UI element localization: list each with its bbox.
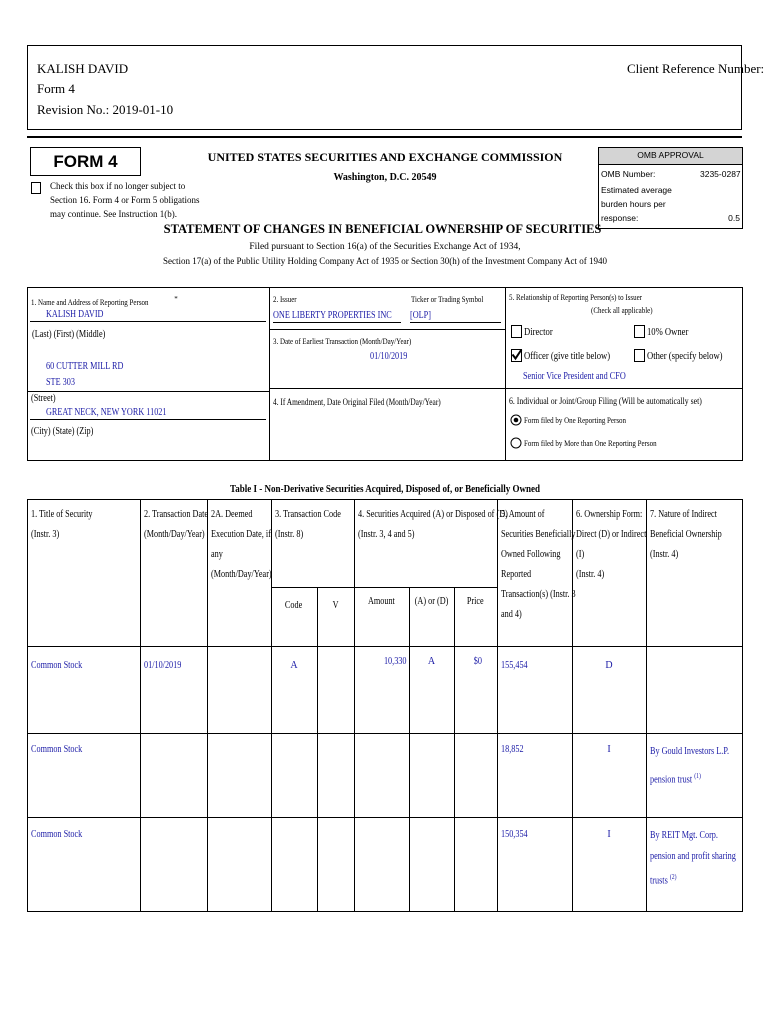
omb-number-label: OMB Number: <box>601 169 656 179</box>
other-label <box>647 351 739 363</box>
row-1-amount: 10,330 <box>383 656 406 667</box>
col-3-header <box>211 505 285 585</box>
col-8-header-line-1: 7. Nature of Indirect <box>650 509 717 520</box>
address-line-2-text: STE 303 <box>46 377 75 388</box>
row-2-nature-line-1: By Gould Investors L.P. <box>650 746 730 757</box>
filing-label-text: 6. Individual or Joint/Group Filing (Will be automatically set) <box>509 397 702 407</box>
col-4-header-line-2: (Instr. 8) <box>275 529 304 540</box>
col-7-header-line-1: 6. Ownership Form: <box>576 509 643 520</box>
officer-checkbox[interactable] <box>511 349 522 362</box>
row-2-nature-line-2 <box>650 764 701 792</box>
row-3-footnote: (2) <box>669 873 677 881</box>
row-1-ad: A <box>427 656 436 667</box>
col-5a-header <box>354 592 409 612</box>
ten-percent-owner-label-text: 10% Owner <box>647 327 689 338</box>
col-4-header-line-1: 3. Transaction Code <box>275 509 341 520</box>
client-reference-label: Client Reference Number: <box>627 61 765 76</box>
row-1-code-cell <box>271 656 317 676</box>
col-3-header-line-4: (Month/Day/Year) <box>211 569 272 580</box>
officer-label <box>524 351 629 363</box>
issuer-label-text: 2. Issuer <box>273 294 297 304</box>
col-6-header-line-1: 5. Amount of <box>501 509 545 520</box>
col-1-header-line-1: 1. Title of Security <box>31 509 93 520</box>
earliest-date-label-text: 3. Date of Earliest Transaction (Month/Day/Year) <box>273 336 412 346</box>
col-4b-header-text: V <box>332 600 339 611</box>
row-1-code: A <box>290 660 298 671</box>
row-1-date-cell <box>144 656 190 676</box>
col-4-header <box>275 505 355 545</box>
street-label <box>31 393 61 405</box>
row-3-title: Common Stock <box>31 829 83 840</box>
address-line-2[interactable] <box>46 377 81 389</box>
reporting-city[interactable] <box>30 407 266 420</box>
col-8-header <box>650 505 737 565</box>
earliest-date-label <box>273 337 442 347</box>
ticker-label <box>411 295 499 305</box>
row-2-form-cell <box>572 740 646 760</box>
check-all-label <box>591 306 666 316</box>
checkbox-note-line-3: may continue. See Instruction 1(b). <box>50 209 177 219</box>
row-2-nature-cell <box>650 740 746 792</box>
col-8-header-line-2: Beneficial Ownership <box>650 529 722 540</box>
director-label <box>524 327 559 339</box>
header-rule <box>27 136 742 138</box>
row-1-title: Common Stock <box>31 660 83 671</box>
omb-number: 3235-0287 <box>700 169 741 179</box>
row-3-owned-cell <box>501 825 534 845</box>
col-3-header-line-3: any <box>211 549 223 560</box>
director-label-text: Director <box>524 327 553 338</box>
row-1-owned-cell <box>501 656 534 676</box>
col-1-header-line-2: (Instr. 3) <box>31 529 60 540</box>
col-5c-header-text: Price <box>467 596 484 607</box>
one-person-radio[interactable] <box>510 414 522 426</box>
table-1-title <box>140 483 630 496</box>
omb-estimated-line-1: Estimated average <box>601 185 672 195</box>
ten-percent-owner-checkbox[interactable] <box>634 325 645 338</box>
col-5-header-line-1: 4. Securities Acquired (A) or Disposed of (D) <box>358 509 508 520</box>
col-2-header-line-2: (Month/Day/Year) <box>144 529 205 540</box>
col-7-header-line-4: (Instr. 4) <box>576 569 605 580</box>
ten-percent-owner-label <box>647 327 697 339</box>
col-6-header-line-6: and 4) <box>501 609 522 620</box>
header-form: Form 4 <box>37 81 75 96</box>
row-2-owned: 18,852 <box>501 744 524 755</box>
issuer-ticker-text: [OLP] <box>410 310 431 321</box>
commission-title: UNITED STATES SECURITIES AND EXCHANGE COMMISSION <box>207 150 563 164</box>
amendment-label-text: 4. If Amendment, Date Original Filed (Month/Day/Year) <box>273 397 441 407</box>
commission-city: Washington, D.C. 20549 <box>333 172 437 183</box>
col-5c-header <box>454 592 497 612</box>
col-6-header-line-2: Securities Beneficially <box>501 529 576 540</box>
issuer-label <box>273 295 302 305</box>
row-3-owned: 150,354 <box>501 829 528 840</box>
row-3-form-cell <box>572 825 646 845</box>
filing-label <box>509 397 744 408</box>
row-1-amount-cell <box>354 652 406 672</box>
omb-title: OMB APPROVAL <box>637 150 704 160</box>
city-state-zip-label <box>31 426 107 438</box>
officer-title-text: Senior Vice President and CFO <box>523 371 626 382</box>
row-1-price-cell <box>454 652 482 672</box>
col-5b-header <box>409 592 454 612</box>
officer-title[interactable] <box>523 371 648 383</box>
city-state-zip-label-text: (City) (State) (Zip) <box>31 426 94 437</box>
other-checkbox[interactable] <box>634 349 645 362</box>
col-6-header-line-4: Reported <box>501 569 532 580</box>
col-5a-header-text: Amount <box>368 596 395 607</box>
address-line-1-text: 60 CUTTER MILL RD <box>46 361 124 372</box>
reporting-person-label <box>31 295 178 308</box>
issuer-name-text: ONE LIBERTY PROPERTIES INC <box>273 310 392 321</box>
table-row <box>31 740 94 760</box>
row-1-form-cell <box>572 656 646 676</box>
col-7-header-line-2: Direct (D) or Indirect <box>576 529 647 540</box>
col-4a-header <box>271 596 317 616</box>
filed-pursuant-line-1: Filed pursuant to Section 16(a) of the Securities Exchange Act of 1934, <box>249 242 521 252</box>
filed-pursuant-line-2: Section 17(a) of the Public Utility Holding Company Act of 1935 or Section 30(h) of the Investment Company Act of 1940 <box>163 256 607 266</box>
col-5b-header-text: (A) or (D) <box>414 596 449 607</box>
issuer-ticker[interactable] <box>410 310 501 323</box>
reporting-person-name[interactable] <box>30 309 266 322</box>
header-revision: Revision No.: 2019-01-10 <box>37 102 174 117</box>
row-3-nature-line-3 <box>650 867 677 891</box>
col-6-header-line-5: Transaction(s) (Instr. 3 <box>501 589 576 600</box>
row-1-owned: 155,454 <box>501 660 528 671</box>
amendment-label <box>273 397 478 407</box>
table-row <box>31 656 94 676</box>
relationship-label <box>509 293 671 303</box>
checkbox-note-line-2: Section 16. Form 4 or Form 5 obligations <box>50 195 200 205</box>
col-6-header-line-3: Owned Following <box>501 549 561 560</box>
omb-estimated-line-3: response: <box>601 213 639 223</box>
one-person-label <box>524 416 648 426</box>
row-1-price: $0 <box>473 656 482 667</box>
col-2-header-line-1: 2. Transaction Date <box>144 509 208 520</box>
row-1-form: D <box>605 660 613 671</box>
col-8-header-line-3: (Instr. 4) <box>650 549 679 560</box>
reporting-person-star: * <box>174 295 178 303</box>
address-line-1[interactable] <box>46 361 140 373</box>
col-7-header-line-3: (I) <box>576 549 585 560</box>
row-2-footnote: (1) <box>694 772 701 780</box>
col-3-header-line-1: 2A. Deemed <box>211 509 253 520</box>
statement-title: STATEMENT OF CHANGES IN BENEFICIAL OWNERSHIP OF SECURITIES <box>163 222 602 236</box>
col-7-header <box>576 505 662 585</box>
table-row <box>31 825 94 845</box>
reporting-person-name-text: KALISH DAVID <box>46 309 104 320</box>
officer-label-text: Officer (give title below) <box>524 351 611 362</box>
row-1-date: 01/10/2019 <box>144 660 182 671</box>
table-1-title-text: Table I - Non-Derivative Securities Acquired, Disposed of, or Beneficially Owned <box>229 483 541 495</box>
street-label-text: (Street) <box>31 393 56 404</box>
row-2-nature-text: pension trust <box>650 774 693 786</box>
ticker-label-text: Ticker or Trading Symbol <box>411 294 484 304</box>
row-2-title: Common Stock <box>31 744 83 755</box>
no-longer-subject-checkbox[interactable] <box>31 182 41 194</box>
one-person-label-text: Form filed by One Reporting Person <box>524 415 627 425</box>
header-name: KALISH DAVID <box>37 61 129 76</box>
more-persons-radio[interactable] <box>510 437 522 449</box>
row-2-form: I <box>607 744 611 755</box>
col-5-header-line-2: (Instr. 3, 4 and 5) <box>358 529 415 540</box>
row-3-nature-line-2: pension and profit sharing <box>650 851 736 862</box>
issuer-name[interactable] <box>273 310 401 323</box>
earliest-date-text: 01/10/2019 <box>370 351 408 362</box>
row-3-nature-cell <box>650 825 755 891</box>
director-checkbox[interactable] <box>511 325 522 338</box>
checkbox-note-line-1: Check this box if no longer subject to <box>50 181 186 191</box>
col-3-header-line-2: Execution Date, if <box>211 529 271 540</box>
omb-estimated-line-2: burden hours per <box>601 199 666 209</box>
relationship-label-text: 5. Relationship of Reporting Person(s) to Issuer <box>509 292 643 302</box>
reporting-city-text: GREAT NECK, NEW YORK 11021 <box>46 407 167 418</box>
col-4b-header <box>317 596 354 616</box>
col-1-header <box>31 505 106 545</box>
form-title: FORM 4 <box>53 152 118 171</box>
row-3-form: I <box>607 829 611 840</box>
check-all-label-text: (Check all applicable) <box>591 305 653 315</box>
row-3-nature-text: trusts <box>650 875 668 887</box>
reporting-person-label-text: 1. Name and Address of Reporting Person <box>31 296 149 307</box>
more-persons-label <box>524 439 686 449</box>
row-2-owned-cell <box>501 740 529 760</box>
row-1-ad-cell <box>409 652 454 672</box>
earliest-date[interactable] <box>370 351 416 363</box>
more-persons-label-text: Form filed by More than One Reporting Person <box>524 438 657 448</box>
other-label-text: Other (specify below) <box>647 351 723 362</box>
check-icon <box>511 348 523 361</box>
name-columns-label <box>32 329 121 341</box>
row-3-nature-line-1: By REIT Mgt. Corp. <box>650 830 718 841</box>
omb-hours: 0.5 <box>728 213 740 223</box>
col-4a-header-text: Code <box>285 600 303 611</box>
name-columns-label-text: (Last) (First) (Middle) <box>32 329 106 340</box>
